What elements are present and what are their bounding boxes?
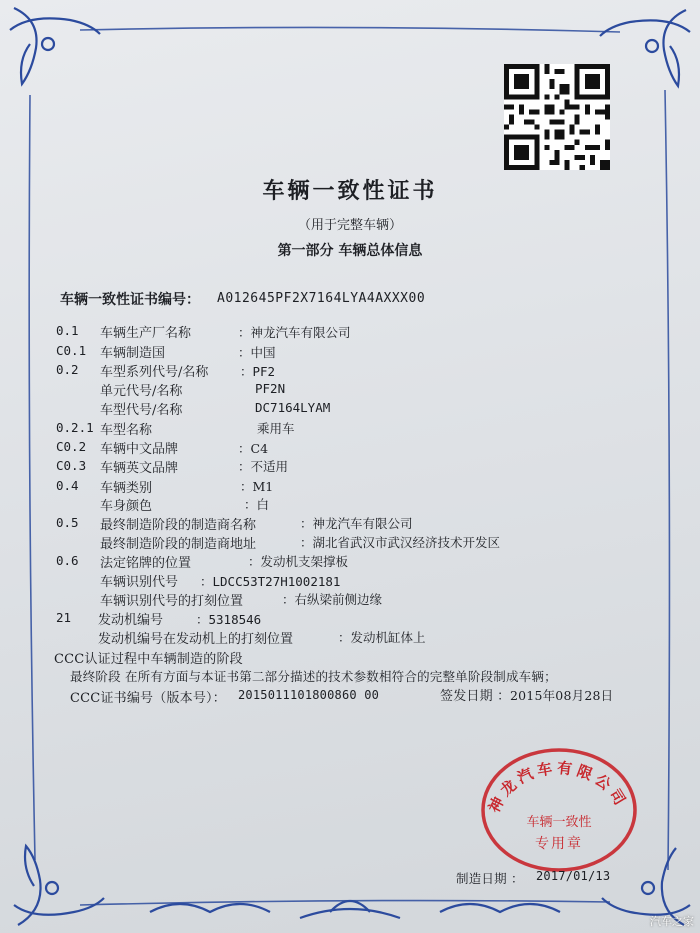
field-label: 车辆中文品牌 — [100, 442, 179, 457]
svg-text:神龙汽车有限公司: 神龙汽车有限公司 — [485, 758, 631, 816]
ccc-stage-label: CCC认证过程中车辆制造的阶段 — [54, 652, 243, 667]
field-value: PF2N — [255, 381, 286, 396]
cert-number-value: A012645PF2X7164LYA4AXXX00 — [217, 291, 426, 306]
field-label: 车型代号/名称 — [100, 403, 183, 418]
manufacture-date-value: 2017/01/13 — [536, 869, 611, 883]
field-label: 车型名称 — [100, 423, 153, 438]
ccc-number-label: CCC证书编号（版本号）： — [70, 691, 226, 706]
watermark: 汽车之家 — [650, 915, 694, 928]
field-value: ：PF2 — [240, 364, 276, 379]
field-value: ：LDCC53T27H1002181 — [200, 574, 341, 589]
field-label: 车辆识别代号的打刻位置 — [100, 594, 244, 609]
field-label: 车型系列代号/名称 — [100, 365, 209, 380]
field-number: 0.4 — [56, 478, 79, 493]
document-subtitle: （用于完整车辆） — [297, 218, 402, 233]
field-value: DC7164LYAM — [255, 400, 331, 415]
field-label: 最终制造阶段的制造商名称 — [100, 518, 257, 533]
field-number: 0.5 — [56, 515, 79, 530]
field-label: 车身颜色 — [100, 499, 153, 514]
field-label: 车辆制造国 — [100, 346, 166, 361]
company-seal — [478, 742, 640, 872]
field-label: 车辆识别代号 — [100, 575, 179, 590]
document-title: 车辆一致性证书 — [262, 178, 438, 204]
field-label: 法定铭牌的位置 — [100, 556, 192, 571]
section-heading: 第一部分 车辆总体信息 — [277, 243, 423, 259]
cert-number-label: 车辆一致性证书编号： — [60, 292, 200, 308]
field-number: C0.3 — [56, 458, 87, 473]
svg-text:专用章: 专用章 — [535, 836, 583, 852]
field-label: 发动机编号 — [98, 613, 164, 628]
field-value: ：5318546 — [196, 612, 262, 627]
svg-text:车辆一致性: 车辆一致性 — [526, 815, 592, 830]
issue-date-value: 2015年08月28日 — [510, 688, 614, 703]
issue-date-label: 签发日期 ： — [440, 689, 511, 704]
field-value: ：白 — [244, 497, 270, 512]
field-number: C0.2 — [56, 439, 87, 454]
field-value: ：右纵梁前侧边缘 — [282, 592, 383, 607]
field-label: 单元代号/名称 — [100, 384, 183, 399]
field-label: 车辆英文品牌 — [100, 461, 179, 476]
field-value: ：神龙汽车有限公司 — [300, 516, 413, 531]
field-value: ：中国 — [238, 345, 276, 360]
field-number: 21 — [56, 610, 72, 625]
manufacture-date-label: 制造日期 ： — [456, 871, 524, 886]
field-value: ：不适用 — [238, 459, 289, 474]
field-value: ：发动机支架撑板 — [248, 554, 349, 569]
field-number: 0.2.1 — [56, 420, 94, 435]
qr-code — [504, 64, 610, 170]
field-label: 车辆生产厂名称 — [100, 326, 192, 341]
field-label: 车辆类别 — [100, 481, 153, 496]
field-value: ：C4 — [238, 441, 269, 456]
field-number: C0.1 — [56, 343, 87, 358]
field-label: 最终制造阶段的制造商地址 — [100, 537, 257, 552]
ccc-number-value: 2015011101800860 00 — [238, 688, 380, 702]
field-number: 0.6 — [56, 553, 79, 568]
field-label: 发动机编号在发动机上的打刻位置 — [98, 632, 294, 647]
field-value: 乘用车 — [257, 421, 295, 436]
field-value: ：M1 — [240, 479, 274, 494]
field-value: ：发动机缸体上 — [338, 630, 426, 645]
ccc-stage-text: 最终阶段 在所有方面与本证书第二部分描述的技术参数相符合的完整单阶段制成车辆； — [70, 669, 557, 684]
field-number: 0.1 — [56, 323, 79, 338]
field-value: ：湖北省武汉市武汉经济技术开发区 — [300, 535, 501, 550]
field-number: 0.2 — [56, 362, 79, 377]
field-value: ：神龙汽车有限公司 — [238, 325, 351, 340]
